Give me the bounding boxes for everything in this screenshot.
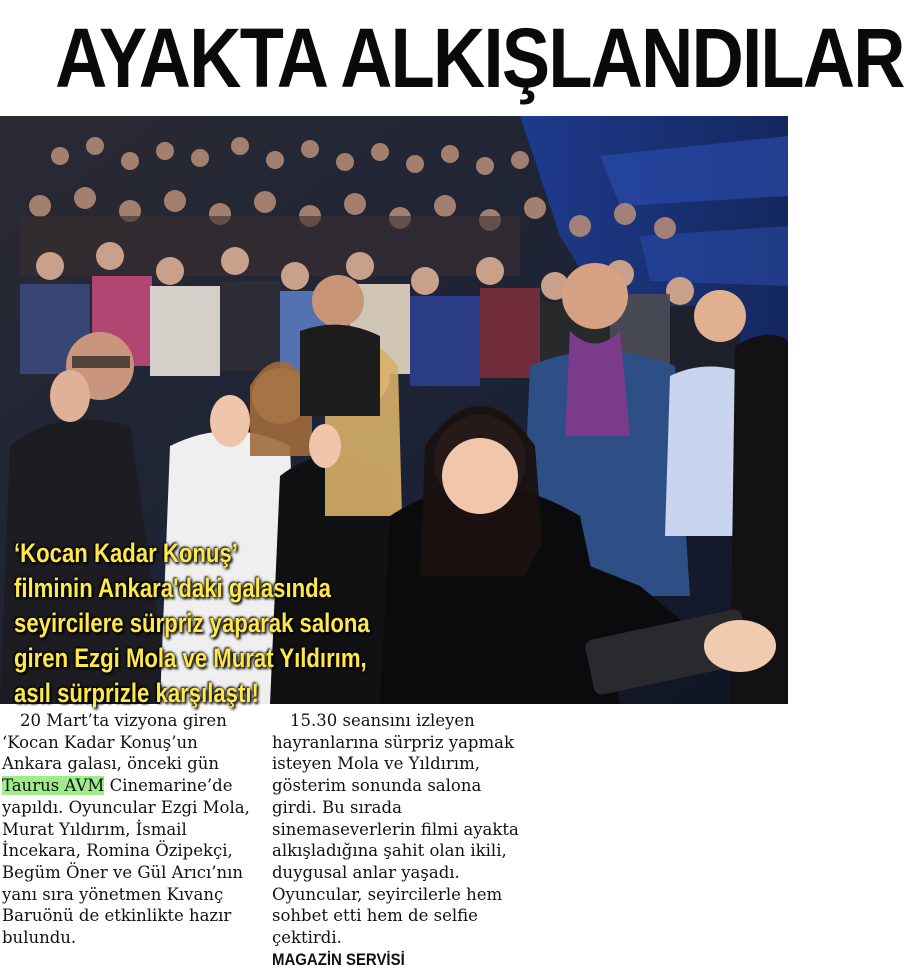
- paragraph-text: 20 Mart’ta vizyona giren ‘Kocan Kadar Konuş’un Ankara galası, önceki gün: [2, 711, 227, 774]
- byline: MAGAZİN SERVİSİ: [272, 949, 405, 969]
- photo-caption: [14, 536, 514, 711]
- paragraph-text: Cinemarine’de yapıldı. Oyuncular Ezgi Mola, Murat Yıldırım, İsmail İncekara, Romina Özipekçi, Begüm Öner ve Gül Arıcı’nın yanı sıra yönetmen Kıvanç Baruönü de etkinlikte hazır bulundu.: [2, 776, 250, 948]
- caption-line: filminin Ankara'daki galasında: [14, 573, 331, 603]
- caption-line: giren Ezgi Mola ve Murat Yıldırım,: [14, 643, 367, 673]
- article-column-2: [272, 710, 526, 970]
- article-column-1: [2, 710, 250, 949]
- caption-line: seyircilere sürpriz yaparak salona: [14, 608, 370, 638]
- article-paragraph: 15.30 seansını izleyen hayranlarına sürpriz yapmak isteyen Mola ve Yıldırım, gösterim sonunda salona girdi. Bu sırada sinemaseverlerin filmi ayakta alkışladığına şahit olan ikili, duygusal anlar yaşadı. Oyuncular, seyircilerle hem sohbet etti hem de selfie çektirdi.: [272, 711, 519, 948]
- caption-line: asıl sürprizle karşılaştı!: [14, 678, 259, 708]
- article-paragraph: [2, 710, 250, 949]
- highlighted-venue: Taurus AVM: [2, 776, 105, 796]
- caption-line: ‘Kocan Kadar Konuş’: [14, 538, 238, 568]
- audience-photo: [0, 116, 788, 708]
- headline: AYAKTA ALKIŞLANDILAR: [55, 11, 904, 105]
